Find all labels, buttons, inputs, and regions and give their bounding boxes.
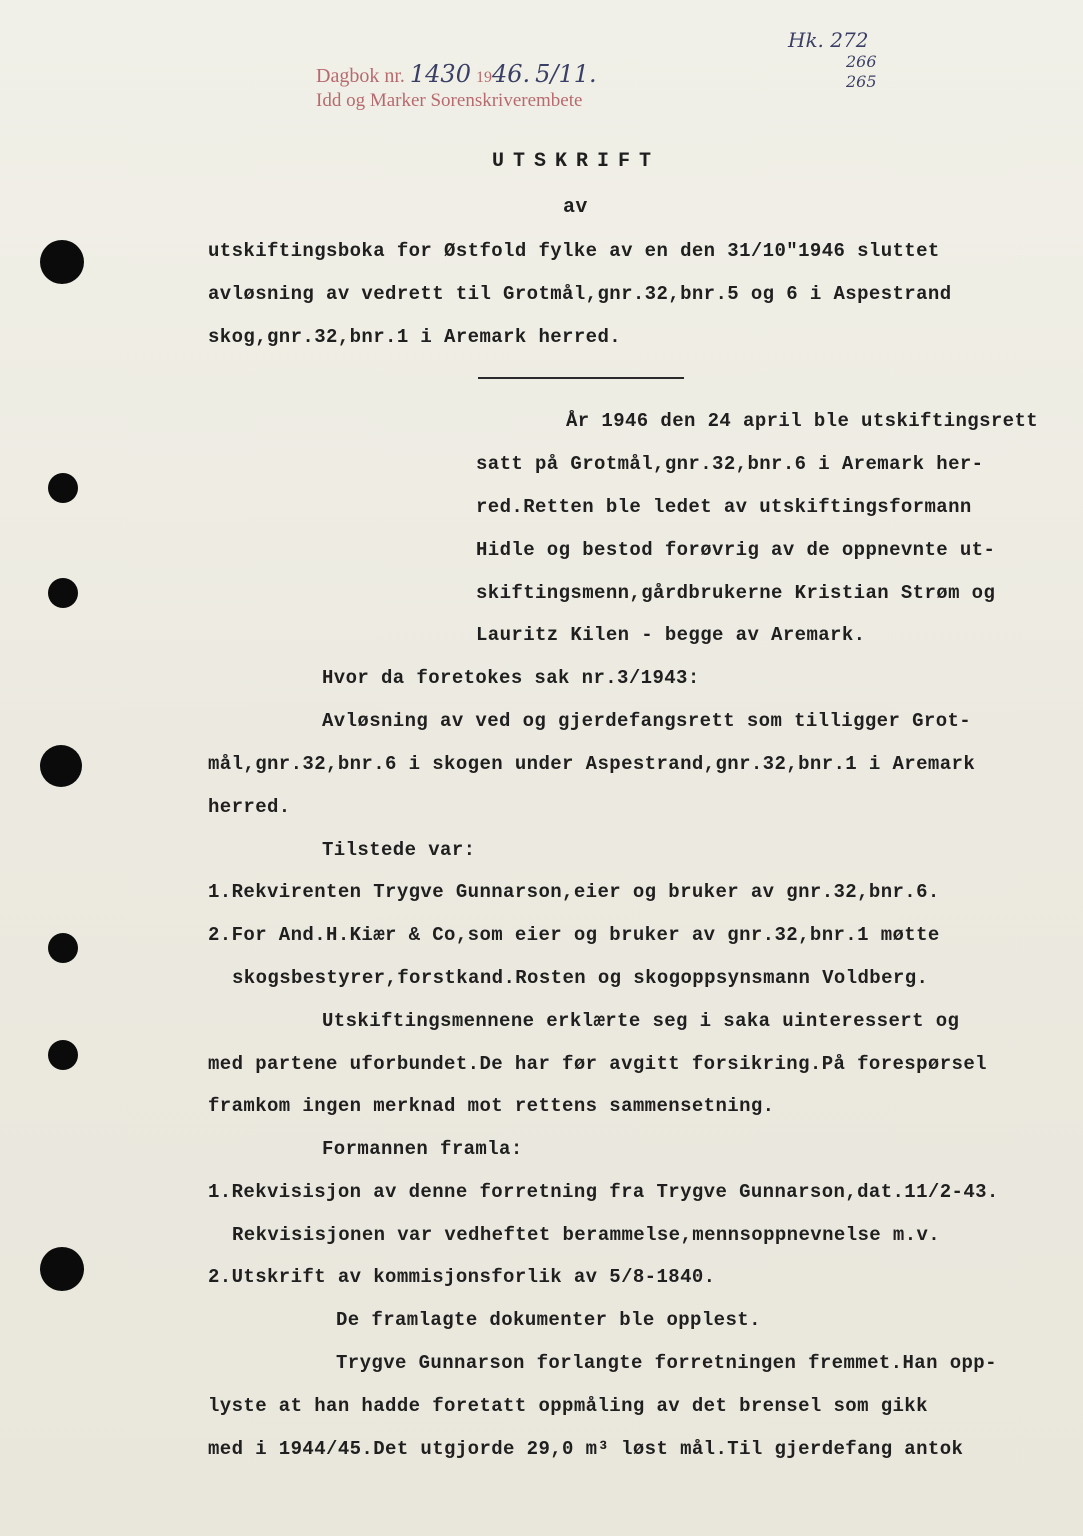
body-line: Trygve Gunnarson forlangte forretningen fremmet.Han opp- [336,1352,997,1374]
punch-hole [40,745,82,787]
punch-hole [40,1247,84,1291]
body-line: Lauritz Kilen - begge av Aremark. [476,624,866,646]
document-subtitle: av [563,196,588,219]
body-line: framkom ingen merknad mot rettens sammensetning. [208,1095,775,1117]
body-line: 2.Utskrift av kommisjonsforlik av 5/8-1840. [208,1266,716,1288]
dagbok-number: 1430 [409,60,471,88]
body-line: Avløsning av ved og gjerdefangsrett som tilligger Grot- [322,710,972,732]
body-line: herred. [208,796,291,818]
stamp-year-suffix: 46. [491,60,531,88]
intro-line: skog,gnr.32,bnr.1 i Aremark herred. [208,326,622,348]
stamp-date: 5/11. [535,60,597,88]
section-divider [478,377,684,379]
body-line: skiftingsmenn,gårdbrukerne Kristian Strøm og [476,582,996,604]
body-line: med partene uforbundet.De har før avgitt forsikring.På forespørsel [208,1053,987,1075]
punch-hole [40,240,84,284]
intro-line: utskiftingsboka for Østfold fylke av en den 31/10"1946 sluttet [208,240,940,262]
punch-hole [48,473,78,503]
margin-note-3: 265 [846,72,877,91]
punch-hole [48,933,78,963]
body-line: 1.Rekvirenten Trygve Gunnarson,eier og bruker av gnr.32,bnr.6. [208,881,940,903]
stamp-year-prefix: 19 [475,69,492,86]
document-title: UTSKRIFT [492,150,661,173]
punch-hole [48,1040,78,1070]
intro-line: avløsning av vedrett til Grotmål,gnr.32,bnr.5 og 6 i Aspestrand [208,283,952,305]
body-line: skogsbestyrer,forstkand.Rosten og skogoppsynsmann Voldberg. [232,967,929,989]
margin-note-2: 266 [846,52,877,71]
margin-note-1: Hk. 272 [788,28,869,52]
stamp-line-2: Idd og Marker Sorenskriverembete [316,90,583,111]
body-line: Hidle og bestod forøvrig av de oppnevnte ut- [476,539,996,561]
body-line: satt på Grotmål,gnr.32,bnr.6 i Aremark her- [476,453,984,475]
body-line: År 1946 den 24 april ble utskiftingsrett [566,410,1039,432]
body-line: lyste at han hadde foretatt oppmåling av det brensel som gikk [208,1395,928,1417]
stamp-dagbok-label: Dagbok nr. [316,65,405,87]
body-line: Hvor da foretokes sak nr.3/1943: [322,667,700,689]
body-line: Utskiftingsmennene erklærte seg i saka uinteressert og [322,1010,960,1032]
body-line: Tilstede var: [322,839,476,861]
punch-hole [48,578,78,608]
stamp-line-1 [316,60,597,88]
body-line: Formannen framla: [322,1138,523,1160]
body-line: med i 1944/45.Det utgjorde 29,0 m³ løst mål.Til gjerdefang antok [208,1438,964,1460]
body-line: Rekvisisjonen var vedheftet berammelse,mennsoppnevnelse m.v. [232,1224,941,1246]
body-line: mål,gnr.32,bnr.6 i skogen under Aspestrand,gnr.32,bnr.1 i Aremark [208,753,976,775]
body-line: 2.For And.H.Kiær & Co,som eier og bruker av gnr.32,bnr.1 møtte [208,924,940,946]
body-line: red.Retten ble ledet av utskiftingsformann [476,496,972,518]
body-line: 1.Rekvisisjon av denne forretning fra Trygve Gunnarson,dat.11/2-43. [208,1181,999,1203]
body-line: De framlagte dokumenter ble opplest. [336,1309,761,1331]
